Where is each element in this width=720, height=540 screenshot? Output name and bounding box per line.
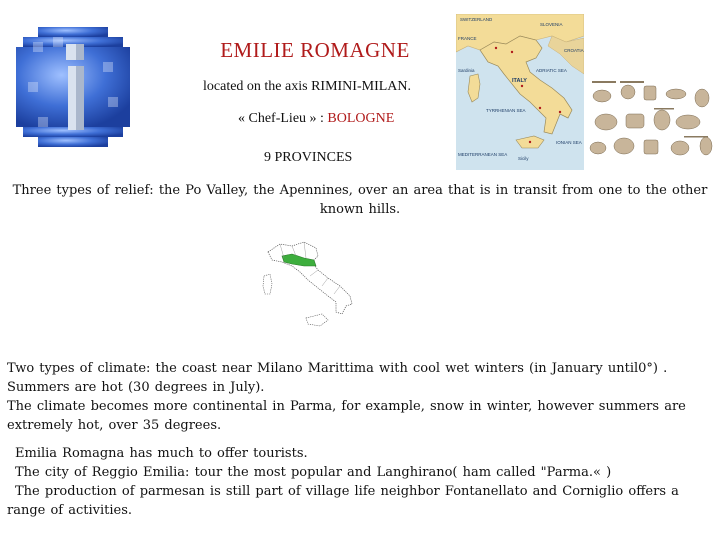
tourism-line: The production of parmesan is still part of village life neighbor Fontanellato and Corniglio offers a range of activities. — [7, 484, 679, 518]
map-label-mediterranean: MEDITERRANEAN SEA — [458, 152, 508, 157]
relief-paragraph: Three types of relief: the Po Valley, the Apennines, over an area that is in transit from one to the other known hills. — [12, 183, 708, 217]
tourism-line: Emilia Romagna has much to offer tourists. — [15, 446, 308, 461]
climate-line: The climate becomes more continental in Parma, for example, snow in winter, however summers are extremely hot, over 35 degrees. — [7, 399, 686, 433]
map-label-ionian: IONIAN SEA — [556, 140, 582, 145]
regional-produce-illustration — [584, 78, 716, 162]
map-label-italy: ITALY — [512, 78, 527, 84]
map-label-adriatic: ADRIATIC SEA — [536, 68, 567, 73]
map-label-tyrrhenian: TYRRHENIAN SEA — [486, 108, 526, 113]
info-icon — [8, 22, 138, 152]
map-label-croatia: CROATIA — [564, 48, 584, 53]
tourism-line: The city of Reggio Emilia: tour the most popular and Langhirano( ham called "Parma.« ) — [15, 465, 612, 480]
capital-label: « Chef-Lieu » : — [238, 111, 328, 126]
region-location-map — [262, 236, 372, 330]
capital-line — [238, 111, 394, 127]
map-label-switzerland: SWITZERLAND — [460, 17, 493, 22]
map-label-slovenia: SLOVENIA — [540, 22, 563, 27]
capital-value: BOLOGNE — [327, 111, 395, 126]
map-label-sicily: Sicily — [518, 156, 529, 161]
tourism-paragraph — [7, 444, 712, 520]
page-title: EMILIE ROMAGNE — [220, 38, 410, 62]
climate-paragraph — [7, 359, 712, 435]
provinces-count: 9 PROVINCES — [264, 150, 353, 165]
axis-text: located on the axis RIMINI-MILAN. — [203, 79, 412, 94]
italy-map — [456, 14, 584, 170]
climate-line: Two types of climate: the coast near Milano Marittima with cool wet winters (in January until0°) . — [7, 361, 668, 376]
map-label-sardinia: Sardinia — [458, 68, 475, 73]
map-label-france: FRANCE — [458, 36, 477, 41]
climate-line: Summers are hot (30 degrees in July). — [7, 380, 265, 395]
